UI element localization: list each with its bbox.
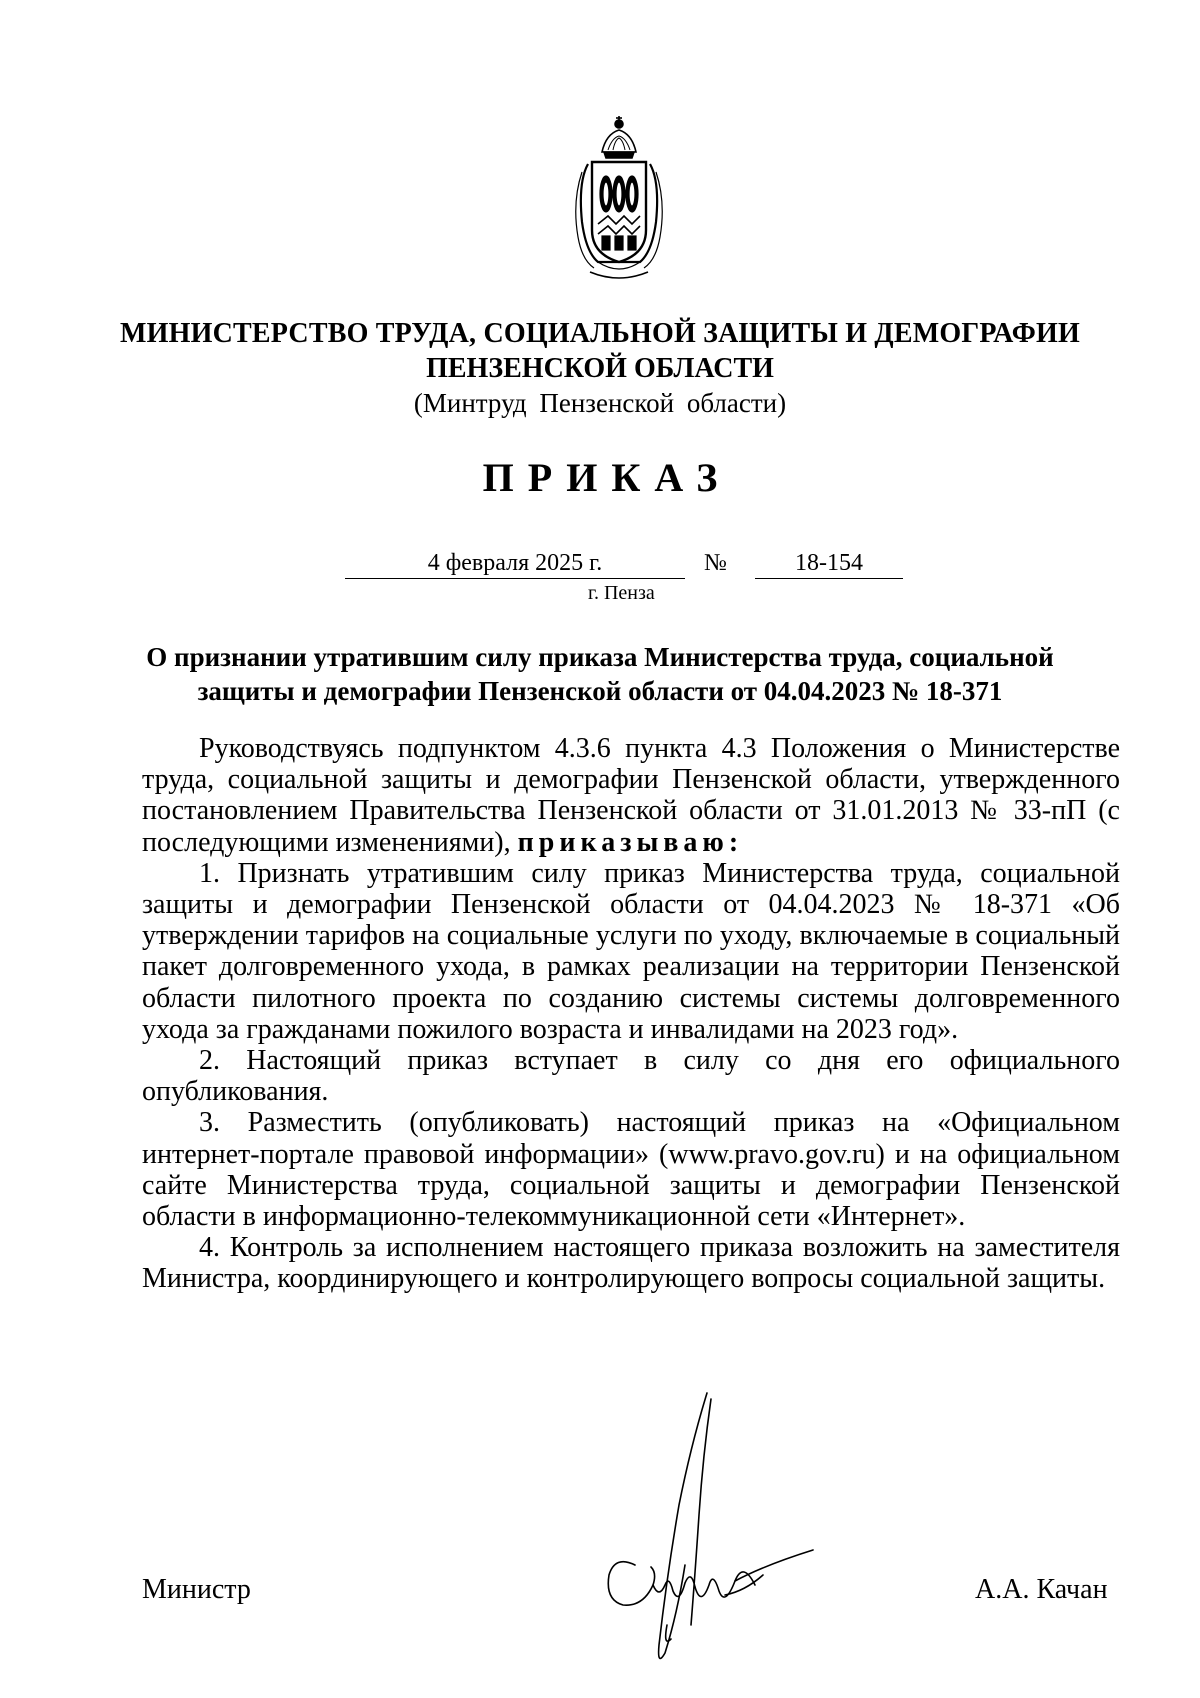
decree-word: приказываю: <box>517 826 744 858</box>
document-type: ПРИКАЗ <box>482 455 732 500</box>
order-item-3: 3. Разместить (опубликовать) настоящий приказ на «Официальном интернет-портале правовой информации» (www.pravo.gov.ru) и на официальном сайте Министерства труда, социальной защиты и демографии Пензенской области в информационно-телекоммуникационной сети «Интернет». <box>142 1107 1120 1233</box>
order-number-sign: № <box>704 550 727 576</box>
document-title: О признании утратившим силу приказа Министерства труда, социальной защиты и демографии Пензенской области от 04.04.2023 № 18-371 <box>146 642 1054 706</box>
penza-coat-of-arms-icon <box>568 112 670 284</box>
signatory-name: А.А. Качан <box>975 1574 1108 1605</box>
signatory-position: Министр <box>142 1574 251 1605</box>
document-body <box>142 733 1120 1295</box>
order-date: 4 февраля 2025 г. <box>345 548 685 579</box>
order-item-1: 1. Признать утратившим силу приказ Министерства труда, социальной защиты и демографии Пензенской области от 04.04.2023 № 18-371 «Об утверждении тарифов на социальные услуги по уходу, включаемые в социальный пакет долговременного ухода, в рамках реализации на территории Пензенской области пилотного проекта по созданию системы системы долговременного ухода за гражданами пожилого возраста и инвалидами на 2023 год». <box>142 857 1120 1045</box>
order-number: 18-154 <box>755 548 903 579</box>
order-city: г. Пенза <box>588 582 655 604</box>
preamble-paragraph <box>142 733 1120 858</box>
ministry-name-line2: ПЕНЗЕНСКОЙ ОБЛАСТИ <box>426 353 774 384</box>
ministry-short-name: (Минтруд Пензенской области) <box>413 388 787 418</box>
order-item-2: 2. Настоящий приказ вступает в силу со дня его официального опубликования. <box>142 1045 1120 1108</box>
preamble-text: Руководствуясь подпунктом 4.3.6 пункта 4.3 Положения о Министерстве труда, социальной защиты и демографии Пензенской области, утвержденного постановлением Правительства Пензенской области от 31.01.2013 № 33-пП (с последующими изменениями), <box>142 733 1120 858</box>
handwritten-signature-icon <box>595 1385 830 1680</box>
order-item-4: 4. Контроль за исполнением настоящего приказа возложить на заместителя Министра, координирующего и контролирующего вопросы социальной защиты. <box>142 1232 1120 1295</box>
ministry-name-line1: МИНИСТЕРСТВО ТРУДА, СОЦИАЛЬНОЙ ЗАЩИТЫ И ДЕМОГРАФИИ <box>120 318 1080 349</box>
